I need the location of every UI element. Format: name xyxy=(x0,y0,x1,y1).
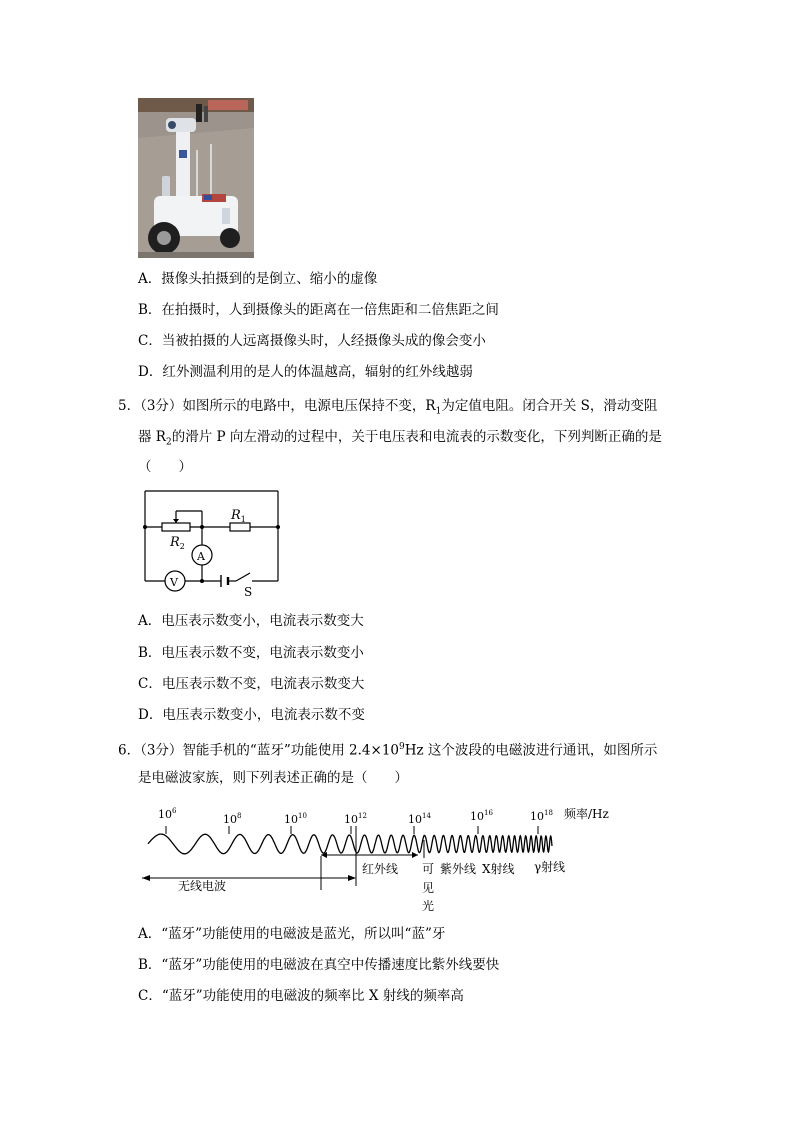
q5-option-a: A．电压表示数变小，电流表示数变大 xyxy=(138,613,364,629)
q5-sub-2: 2 xyxy=(165,437,172,448)
q5-text-c: 器 R xyxy=(138,429,166,445)
xray-label: X射线 xyxy=(482,862,515,876)
tick-1e16: $10^{16}$ xyxy=(470,809,493,823)
q5-score: （3分） xyxy=(140,398,183,414)
q5-option-c: C．电压表示数不变，电流表示数变大 xyxy=(138,676,365,692)
tick-1e12: $10^{12}$ xyxy=(344,812,367,826)
uv-label: 紫外线 xyxy=(440,862,477,876)
svg-text:R1 xyxy=(230,508,246,524)
q5-option-d: D．电压表示数变小，电流表示数不变 xyxy=(138,707,365,723)
tick-1e10: $10^{10}$ xyxy=(284,812,307,826)
q6-stem-line1 xyxy=(118,738,657,760)
r2-sub: 2 xyxy=(179,542,185,551)
q6-sup: 9 xyxy=(399,742,405,752)
q5-answer-paren: （ ） xyxy=(138,459,192,475)
visible-char-2: 见 xyxy=(422,881,435,895)
ammeter-label: A xyxy=(197,550,205,563)
tick-1e6: $10^6$ xyxy=(158,807,177,821)
q6-text-a: 智能手机的“蓝牙”功能使用 2.4×10 xyxy=(182,742,399,759)
voltmeter-label: V xyxy=(170,576,178,589)
infrared-label: 红外线 xyxy=(362,862,399,876)
q4-option-a: A．摄像头拍摄到的是倒立、缩小的虚像 xyxy=(138,271,378,287)
tick-1e14: $10^{14}$ xyxy=(408,812,431,826)
q6-option-c: C．“蓝牙”功能使用的电磁波的频率比 X 射线的频率高 xyxy=(138,988,464,1004)
q6-stem-line2: 是电磁波家族，则下列表述正确的是（ ） xyxy=(138,770,408,786)
q4-option-d: D．红外测温利用的是人的体温越高，辐射的红外线越弱 xyxy=(138,364,473,380)
frequency-unit-label: 频率/Hz xyxy=(564,807,609,821)
q4-option-b: B．在拍摄时，人到摄像头的距离在一倍焦距和二倍焦距之间 xyxy=(138,302,499,318)
visible-char-1: 可 xyxy=(422,862,435,876)
robot-photo xyxy=(138,98,254,258)
q5-text-d: 的滑片 P 向左滑动的过程中，关于电压表和电流表的示数变化，下列判断正确的是 xyxy=(171,429,662,445)
q6-text-b: Hz 这个波段的电磁波进行通讯，如图所示 xyxy=(404,742,658,759)
q5-number: 5． xyxy=(118,398,141,414)
q6-option-b: B．“蓝牙”功能使用的电磁波在真空中传播速度比紫外线要快 xyxy=(138,957,500,973)
wave-curve xyxy=(148,834,552,854)
q5-stem-line2 xyxy=(138,428,662,452)
tick-1e8: $10^8$ xyxy=(223,812,242,826)
q5-text-b: 为定值电阻。闭合开关 S，滑动变阻 xyxy=(441,398,658,414)
q5-text-a: 如图所示的电路中，电源电压保持不变，R xyxy=(182,398,436,414)
em-spectrum-diagram xyxy=(140,798,630,914)
q6-score: （3分） xyxy=(140,742,183,759)
r1-sub: 1 xyxy=(240,515,246,524)
q6-option-a: A．“蓝牙”功能使用的电磁波是蓝光，所以叫“蓝”牙 xyxy=(138,926,446,942)
q5-option-b: B．电压表示数不变，电流表示数变小 xyxy=(138,645,364,661)
q4-option-c: C．当被拍摄的人远离摄像头时，人经摄像头成的像会变小 xyxy=(138,333,486,349)
circuit-diagram xyxy=(140,486,285,598)
visible-char-3: 光 xyxy=(422,899,435,913)
radio-label: 无线电波 xyxy=(178,879,227,893)
q6-number: 6． xyxy=(118,742,141,759)
switch-label: S xyxy=(244,585,253,598)
gamma-label: γ射线 xyxy=(534,860,566,874)
r1-label: R xyxy=(231,508,241,523)
tick-1e18: $10^{18}$ xyxy=(530,809,553,823)
svg-text:R2 xyxy=(169,535,185,551)
r2-label: R xyxy=(170,535,180,550)
q5-stem-line1 xyxy=(118,397,657,421)
q5-sub-1: 1 xyxy=(435,406,442,417)
